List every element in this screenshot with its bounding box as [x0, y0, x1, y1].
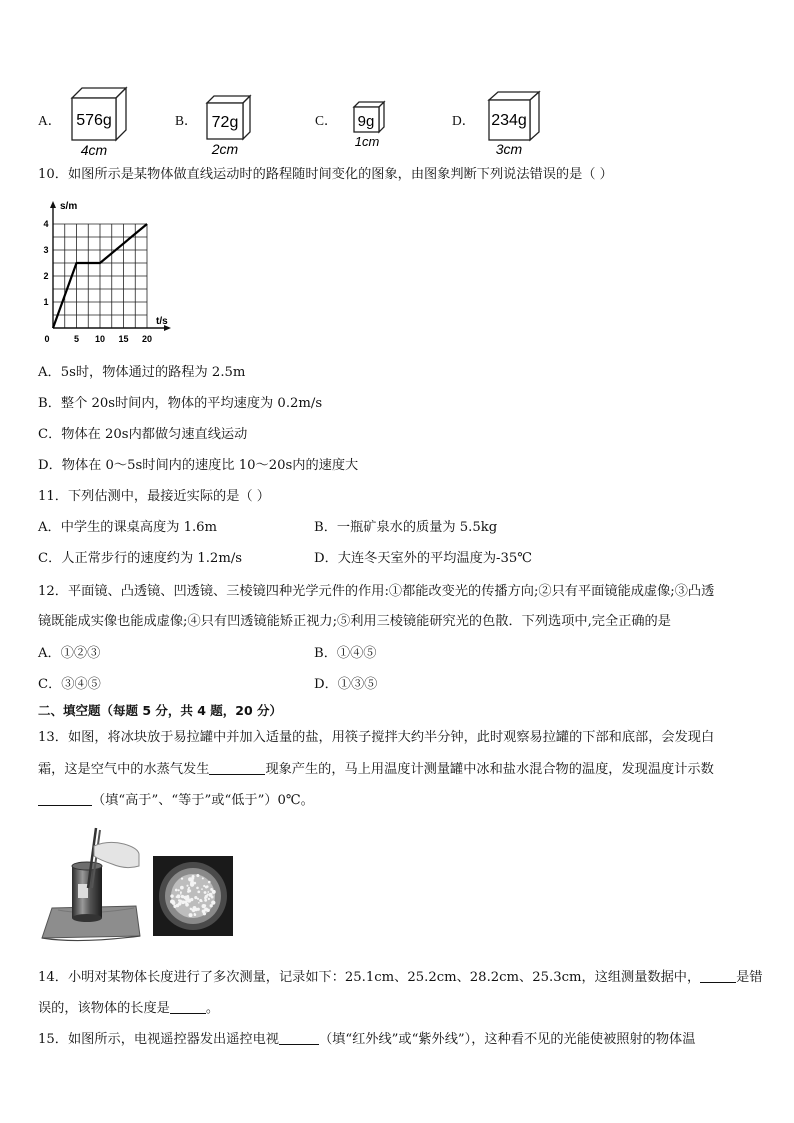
x-tick-label: 5 — [73, 334, 80, 344]
q11-option-d: D．大连冬天室外的平均温度为-35℃ — [314, 551, 532, 566]
q11-option-b: B．一瓶矿泉水的质量为 5.5kg — [314, 520, 498, 535]
frost-speck — [202, 877, 204, 879]
q10-option-a: A．5s时，物体通过的路程为 2.5m — [38, 365, 246, 380]
frost-speck — [176, 894, 180, 898]
q15-line1-part2: （填“红外线”或“紫外线”），这种看不见的光能使被照射的物体温 — [318, 1032, 696, 1047]
frost-speck — [201, 888, 203, 890]
frost-speck — [180, 891, 182, 893]
distance-time-chart — [36, 196, 176, 348]
frost-speck — [196, 887, 199, 890]
q12-option-b: B．①④⑤ — [314, 646, 377, 661]
y-tick-label: 3 — [43, 245, 49, 255]
cube-d-mass: 234g — [491, 112, 527, 129]
frost-speck — [197, 890, 200, 893]
x-tick-label: 15 — [118, 334, 129, 344]
q13-blank-2[interactable] — [38, 791, 92, 806]
frost-speck — [170, 894, 173, 897]
q13-blank-1[interactable] — [209, 760, 265, 775]
q12-option-c: C．③④⑤ — [38, 677, 101, 692]
cube-d — [487, 90, 543, 158]
frost-speck — [192, 875, 195, 878]
q13-line2-part1: 霜，这是空气中的水蒸气发生 — [38, 762, 210, 777]
frost-speck — [204, 891, 207, 894]
q15-line1 — [38, 1030, 695, 1049]
q13-line3-part: （填“高于”、“等于”或“低于”）0℃。 — [92, 793, 314, 808]
frost-speck — [208, 881, 211, 884]
frost-speck — [198, 902, 200, 904]
q15-blank-1[interactable] — [279, 1030, 319, 1045]
frost-speck — [203, 904, 206, 907]
frost-speck — [210, 894, 212, 896]
chart-axes — [50, 201, 171, 331]
frost-speck — [204, 899, 207, 902]
q13-line3 — [38, 791, 314, 810]
q14-line1 — [38, 968, 763, 987]
q10-option-b: B．整个 20s时间内，物体的平均速度为 0.2m/s — [38, 396, 323, 411]
cube-a-mass: 576g — [76, 112, 112, 129]
frost-speck — [194, 914, 196, 916]
q12-stem-line2: 镜既能成实像也能成虚像;④只有凹透镜能矫正视力;⑤利用三棱镜能研究光的色散．下列选项中,完全正确的是 — [38, 614, 671, 629]
frost-speck — [210, 905, 212, 907]
q10-stem: 10．如图所示是某物体做直线运动时的路程随时间变化的图象，由图象判断下列说法错误的是（ ） — [38, 167, 613, 182]
frost-speck — [180, 893, 182, 895]
option-c-letter: C． — [315, 113, 338, 128]
x-tick-label: 10 — [94, 334, 106, 344]
q14-line2 — [38, 999, 219, 1018]
option-d-letter: D． — [452, 113, 476, 128]
q11-stem: 11．下列估测中，最接近实际的是（ ） — [38, 489, 270, 504]
frost-speck — [185, 896, 189, 900]
frost-speck — [194, 896, 197, 899]
frost-speck — [190, 908, 192, 910]
frost-speck — [197, 898, 199, 900]
frost-speck — [203, 912, 206, 915]
q14-blank-1[interactable] — [700, 968, 736, 983]
frost-speck — [190, 898, 192, 900]
frost-speck — [189, 913, 193, 917]
cube-a-edge: 4cm — [80, 142, 108, 158]
q14-blank-2[interactable] — [170, 999, 206, 1014]
frost-speck — [181, 878, 183, 880]
can-frost-photo — [153, 856, 233, 936]
frost-speck — [178, 902, 182, 906]
chart-xlabel: t/s — [156, 316, 168, 327]
frost-speck — [175, 889, 178, 892]
q10-option-c: C．物体在 20s内都做匀速直线运动 — [38, 427, 248, 442]
cube-c-mass: 9g — [357, 113, 375, 130]
y-tick-label: 1 — [43, 297, 49, 307]
frost-speck — [204, 907, 208, 911]
frost-speck — [188, 887, 190, 889]
y-tick-label: 4 — [43, 219, 49, 229]
chart-ticks — [43, 219, 152, 344]
chart-grid — [53, 224, 147, 328]
frost-speck — [180, 886, 184, 890]
q11-option-a: A．中学生的课桌高度为 1.6m — [38, 520, 218, 535]
frost-speck — [207, 891, 209, 893]
section-heading: 二、填空题（每题 5 分，共 4 题，20 分） — [38, 703, 283, 718]
frost-speck — [206, 885, 209, 888]
y-tick-label: 2 — [43, 271, 49, 281]
q10-option-d: D．物体在 0～5s时间内的速度比 10～20s内的速度大 — [38, 458, 359, 473]
frost-speck — [188, 877, 192, 881]
q14-line1-part1: 14．小明对某物体长度进行了多次测量，记录如下：25.1cm、25.2cm、28.2cm、25.3cm，这组测量数据中， — [38, 970, 701, 985]
q13-line2-part2: 现象产生的，马上用温度计测量罐中冰和盐水混合物的温度，发现温度计示数 — [265, 762, 714, 777]
cube-b — [205, 94, 255, 156]
cube-b-edge: 2cm — [211, 141, 239, 156]
q13-line2 — [38, 760, 714, 779]
cube-c — [352, 100, 388, 150]
frost-speck — [210, 888, 213, 891]
option-b-letter: B． — [175, 113, 198, 128]
frost-speck — [194, 909, 196, 911]
q12-option-a: A．①②③ — [38, 646, 101, 661]
chart-ylabel: s/m — [60, 201, 78, 212]
frost-speck — [205, 895, 208, 898]
q14-line1-part2: 是错 — [736, 970, 763, 985]
q12-option-d: D．①③⑤ — [314, 677, 378, 692]
x-tick-label: 20 — [141, 334, 153, 344]
q14-line2-part2: 。 — [205, 1001, 220, 1016]
cube-a — [70, 86, 130, 158]
q11-option-c: C．人正常步行的速度约为 1.2m/s — [38, 551, 243, 566]
frost-speck — [172, 901, 176, 905]
can-stirring-photo — [38, 826, 142, 944]
q15-line1-part1: 15．如图所示，电视遥控器发出遥控电视 — [38, 1032, 279, 1047]
frost-speck — [185, 903, 189, 907]
frost-speck — [178, 889, 180, 891]
cube-c-edge: 1cm — [354, 134, 380, 149]
cube-b-mass: 72g — [211, 114, 239, 131]
frost-speck — [196, 874, 199, 877]
option-a-letter: A． — [38, 113, 62, 128]
frost-speck — [186, 885, 188, 887]
frost-speck — [208, 898, 210, 900]
q12-stem-line1: 12．平面镜、凸透镜、凹透镜、三棱镜四种光学元件的作用:①都能改变光的传播方向;②只有平面镜能成虚像;③凸透 — [38, 584, 715, 599]
frost-speck — [173, 905, 176, 908]
x-tick-label: 0 — [44, 334, 50, 344]
cube-d-edge: 3cm — [495, 141, 523, 157]
frost-speck — [181, 895, 184, 898]
y-axis-arrow — [50, 201, 56, 208]
frost-speck — [201, 900, 203, 902]
frost-speck — [211, 900, 215, 904]
q14-line2-part1: 误的，该物体的长度是 — [38, 1001, 170, 1016]
frost-speck — [187, 890, 190, 893]
q13-line1: 13．如图，将冰块放于易拉罐中并加入适量的盐，用筷子搅拌大约半分钟，此时观察易拉罐的下部和底部，会发现白 — [38, 730, 715, 745]
